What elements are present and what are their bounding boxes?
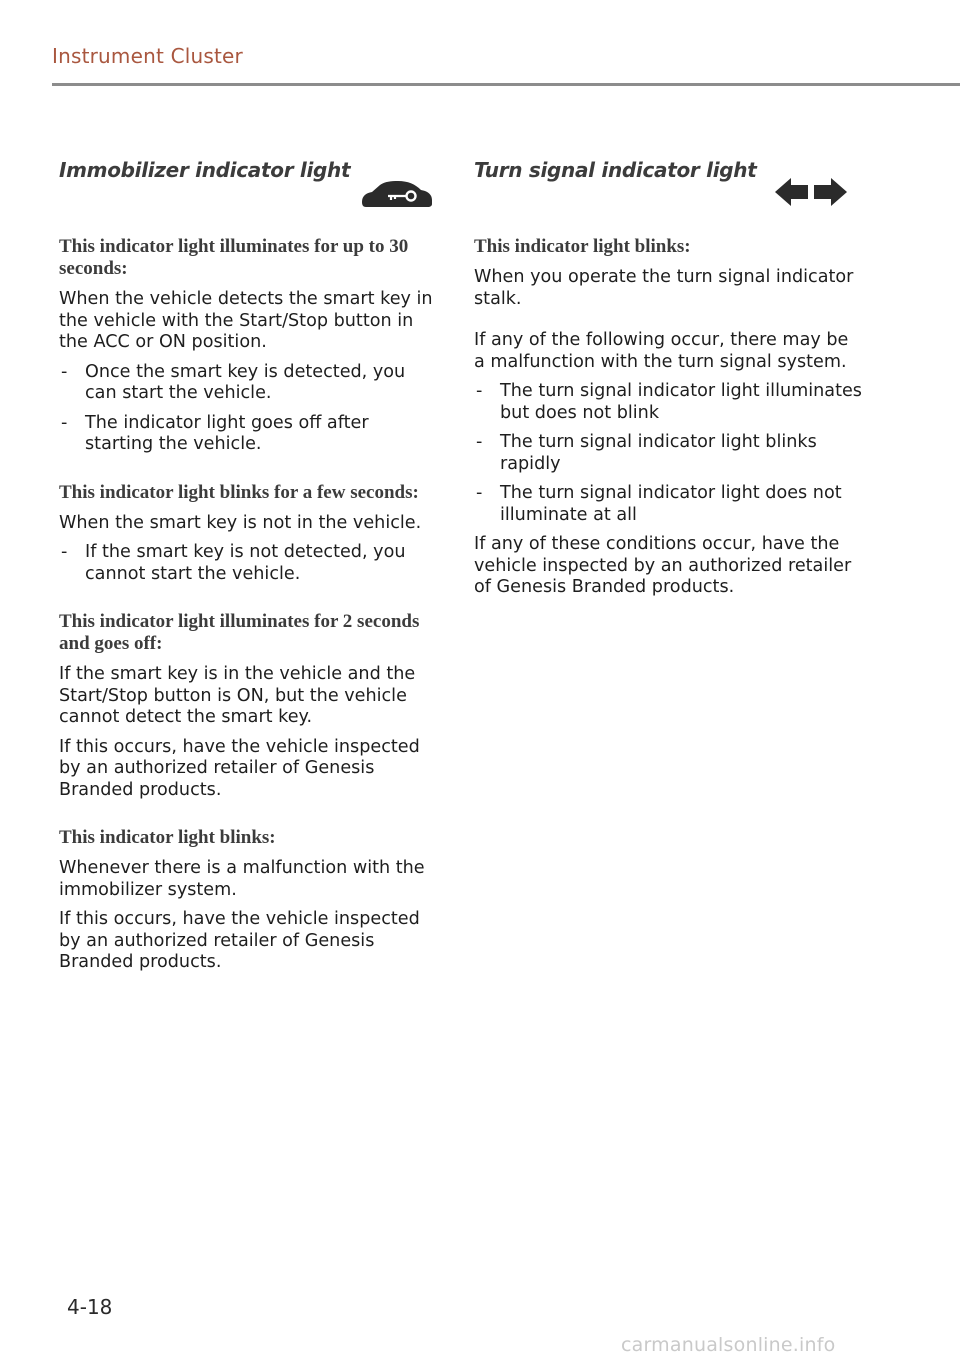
- paragraph: When the vehicle detects the smart key in the vehicle with the Start/Stop button in the ACC or ON position.: [59, 289, 433, 352]
- subheading-blinks: This indicator light blinks:: [59, 827, 276, 848]
- paragraph: When the smart key is not in the vehicle.: [59, 512, 422, 533]
- list-item: - The turn signal indicator light illuminates but does not blink: [476, 381, 862, 423]
- paragraph: Whenever there is a malfunction with the immobilizer system.: [59, 858, 425, 900]
- car-key-icon: [360, 178, 434, 212]
- turn-signal-header: [474, 154, 864, 216]
- chapter-title: Instrument Cluster: [52, 44, 243, 68]
- immobilizer-header: [59, 154, 437, 216]
- turn-signal-title: Turn signal indicator light: [474, 158, 757, 182]
- turn-signal-arrows-icon: [774, 176, 848, 208]
- subheading-30-seconds: This indicator light illuminates for up to 30 seconds:: [59, 236, 409, 279]
- page-number: 4-18: [67, 1295, 113, 1319]
- list-item: - The turn signal indicator light does not illuminate at all: [476, 483, 842, 525]
- paragraph: If any of the following occur, there may be a malfunction with the turn signal system.: [474, 330, 849, 372]
- list-item: - Once the smart key is detected, you can start the vehicle.: [61, 361, 406, 403]
- list-item: - The turn signal indicator light blinks rapidly: [476, 432, 817, 474]
- header-divider: [52, 83, 960, 86]
- paragraph: If this occurs, have the vehicle inspected by an authorized retailer of Genesis Branded products.: [59, 909, 420, 972]
- list-item: - If the smart key is not detected, you cannot start the vehicle.: [61, 542, 406, 584]
- subheading-blinks: This indicator light blinks:: [474, 236, 691, 257]
- paragraph: If the smart key is in the vehicle and the Start/Stop button is ON, but the vehicle cannot detect the smart key.: [59, 664, 416, 727]
- paragraph: If this occurs, have the vehicle inspected by an authorized retailer of Genesis Branded products.: [59, 736, 420, 800]
- paragraph: When you operate the turn signal indicator stalk.: [474, 267, 854, 309]
- subheading-few-seconds: This indicator light blinks for a few seconds:: [59, 481, 419, 503]
- paragraph: If any of these conditions occur, have the vehicle inspected by an authorized retailer of Genesis Branded products.: [474, 534, 852, 597]
- list-item: - The indicator light goes off after starting the vehicle.: [61, 412, 369, 454]
- watermark: carmanualsonline.info: [621, 1334, 836, 1356]
- immobilizer-section: [59, 154, 437, 982]
- immobilizer-title: Immobilizer indicator light: [59, 158, 351, 182]
- turn-signal-section: [474, 154, 864, 607]
- subheading-2-seconds: This indicator light illuminates for 2 seconds and goes off:: [59, 611, 420, 654]
